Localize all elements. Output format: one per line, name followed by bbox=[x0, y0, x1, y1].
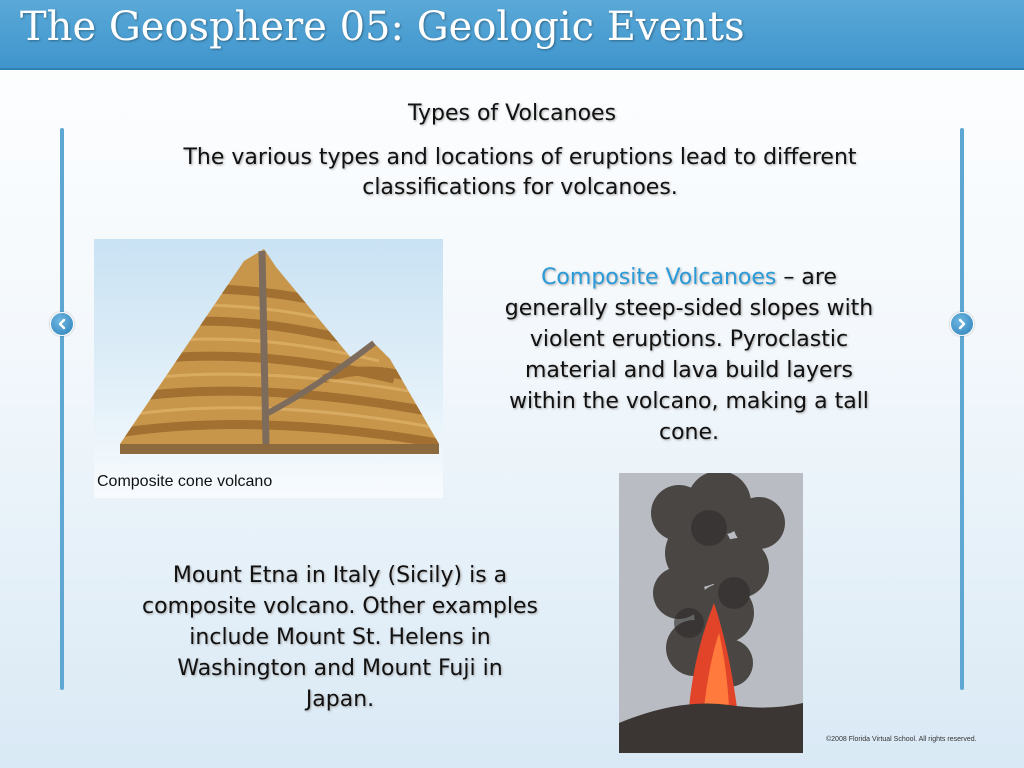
right-rail bbox=[960, 128, 964, 690]
volcano-cross-section-illustration bbox=[94, 239, 443, 469]
left-rail bbox=[60, 128, 64, 690]
diagram-caption: Composite cone volcano bbox=[97, 473, 273, 490]
eruption-plume-illustration bbox=[619, 473, 803, 753]
chevron-left-icon bbox=[56, 318, 68, 330]
description-text: – are generally steep-sided slopes with violent eruptions. Pyroclastic material and lava build layers within the volcano, making a tall cone. bbox=[504, 265, 874, 445]
next-slide-button[interactable] bbox=[950, 312, 974, 336]
slide-title: The Geosphere 05: Geologic Events bbox=[20, 4, 745, 50]
intro-text: The various types and locations of eruptions lead to different classifications for volcanoes. bbox=[183, 145, 857, 200]
slide-subtitle: Types of Volcanoes bbox=[407, 101, 617, 126]
copyright-notice: ©2008 Florida Virtual School. All rights reserved. bbox=[826, 736, 977, 743]
examples-text: Mount Etna in Italy (Sicily) is a composite volcano. Other examples include Mount St. Helens in Washington and Mount Fuji in Japan. bbox=[142, 563, 538, 712]
composite-volcano-diagram bbox=[94, 239, 443, 498]
composite-volcanoes-term: Composite Volcanoes bbox=[541, 265, 777, 290]
composite-volcano-description bbox=[490, 262, 888, 448]
slide-header bbox=[0, 0, 1024, 70]
mount-etna-eruption-photo bbox=[619, 473, 803, 753]
previous-slide-button[interactable] bbox=[50, 312, 74, 336]
chevron-right-icon bbox=[956, 318, 968, 330]
